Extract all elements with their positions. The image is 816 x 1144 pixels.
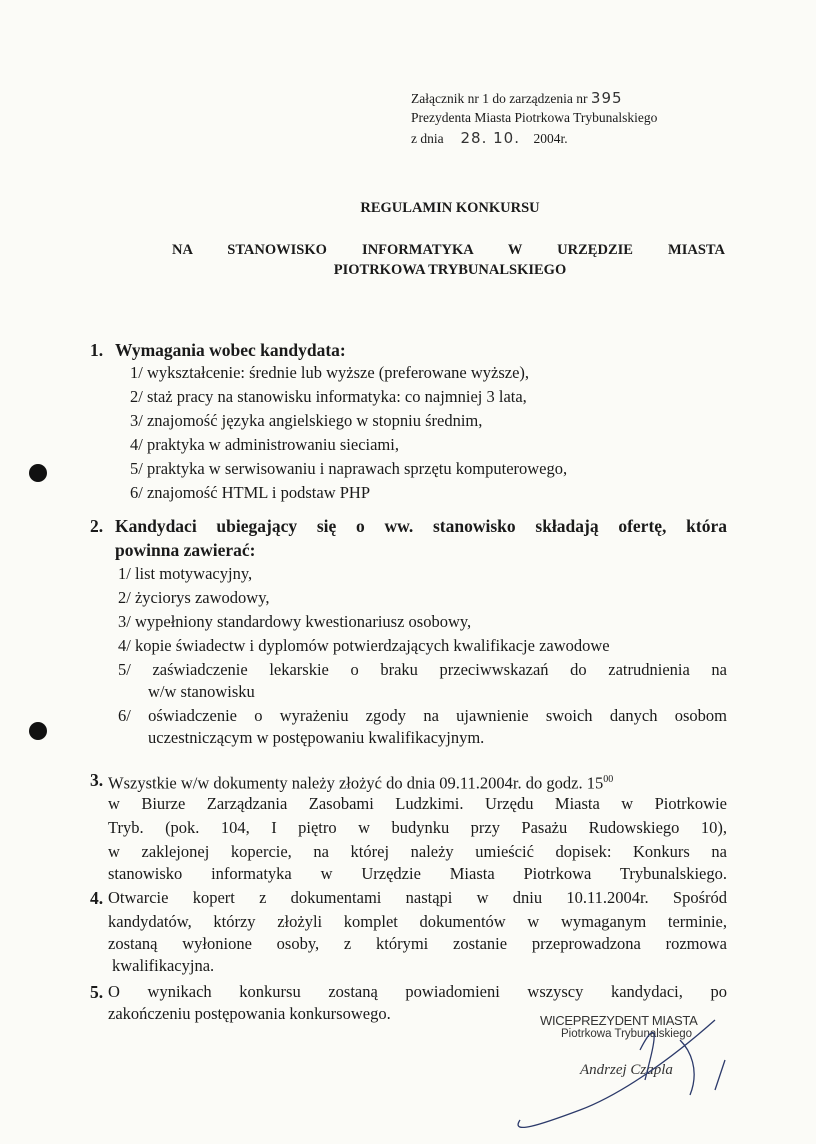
punch-hole bbox=[29, 722, 47, 740]
section-number: 5. bbox=[90, 982, 104, 1002]
header-line: Prezydenta Miasta Piotrkowa Trybunalskiego bbox=[411, 110, 658, 125]
list-item: 5/ praktyka w serwisowaniu i naprawach sprzętu komputerowego, bbox=[130, 459, 568, 478]
handwritten-date: 28. 10. bbox=[460, 129, 520, 147]
stamp-name: Andrzej Czapla bbox=[580, 1062, 673, 1078]
section-heading: powinna zawierać: bbox=[115, 540, 256, 560]
title-line: REGULAMIN KONKURSU bbox=[360, 200, 540, 216]
paragraph-line: w zaklejonej kopercie, na której należy umieścić dopisek: Konkurs na bbox=[108, 842, 727, 861]
list-item: 6/ znajomość HTML i podstaw PHP bbox=[130, 483, 370, 502]
list-item: 3/ znajomość języka angielskiego w stopniu średnim, bbox=[130, 411, 483, 430]
list-item: 3/ wypełniony standardowy kwestionariusz osobowy, bbox=[118, 612, 472, 631]
paragraph-line: zakończeniu postępowania konkursowego. bbox=[108, 1004, 391, 1023]
paragraph-line: kwalifikacyjna. bbox=[112, 956, 215, 975]
section-number: 4. bbox=[90, 888, 104, 908]
list-item: 1/ list motywacyjny, bbox=[118, 564, 253, 583]
list-item: 4/ kopie świadectw i dyplomów potwierdzających kwalifikacje zawodowe bbox=[118, 636, 610, 655]
title-line: NA STANOWISKO INFORMATYKA W URZĘDZIE MIASTA bbox=[172, 242, 725, 258]
section-heading: Kandydaci ubiegający się o ww. stanowisko składają ofertę, która bbox=[115, 516, 727, 536]
section-number: 3. bbox=[90, 770, 104, 790]
paragraph-line: zostaną wyłonione osoby, z którymi zostanie przeprowadzona rozmowa bbox=[108, 934, 727, 953]
header-year: 2004r. bbox=[533, 131, 568, 146]
punch-hole bbox=[29, 464, 47, 482]
section-number: 1. bbox=[90, 340, 104, 360]
paragraph-line: Wszystkie w/w dokumenty należy złożyć do dnia 09.11.2004r. do godz. 15 bbox=[108, 773, 604, 793]
list-item: 2/ staż pracy na stanowisku informatyka: co najmniej 3 lata, bbox=[130, 387, 527, 406]
list-item: 2/ życiorys zawodowy, bbox=[118, 588, 270, 607]
handwritten-number: 395 bbox=[590, 89, 623, 107]
stamp-title: WICEPREZYDENT MIASTA bbox=[540, 1013, 698, 1028]
list-item: 5/ zaświadczenie lekarskie o braku przeciwwskazań do zatrudnienia na bbox=[118, 660, 727, 679]
paragraph-line: w Biurze Zarządzania Zasobami Ludzkimi. Urzędu Miasta w Piotrkowie bbox=[108, 794, 727, 813]
list-item: 6/ oświadczenie o wyrażeniu zgody na ujawnienie swoich danych osobom bbox=[118, 706, 727, 725]
header-line: Załącznik nr 1 do zarządzenia nr bbox=[411, 91, 588, 106]
list-item: 4/ praktyka w administrowaniu sieciami, bbox=[130, 435, 399, 454]
paragraph-line: Otwarcie kopert z dokumentami nastąpi w dniu 10.11.2004r. Spośród bbox=[108, 888, 727, 907]
section-number: 2. bbox=[90, 516, 104, 536]
paragraph-line: O wynikach konkursu zostaną powiadomieni wszyscy kandydaci, po bbox=[108, 982, 727, 1001]
handwritten-signature bbox=[500, 1000, 740, 1140]
paragraph-line: kandydatów, którzy złożyli komplet dokumentów w wymaganym terminie, bbox=[108, 912, 727, 931]
title-line: PIOTRKOWA TRYBUNALSKIEGO bbox=[333, 262, 567, 278]
time-superscript: 00 bbox=[603, 774, 614, 785]
list-item: w/w stanowisku bbox=[148, 682, 255, 701]
stamp-city: Piotrkowa Trybunalskiego bbox=[561, 1028, 693, 1040]
section-heading: Wymagania wobec kandydata: bbox=[115, 340, 346, 360]
paragraph-line: Tryb. (pok. 104, I piętro w budynku przy Pasażu Rudowskiego 10), bbox=[108, 818, 727, 837]
list-item: uczestniczącym w postępowaniu kwalifikacyjnym. bbox=[148, 728, 485, 747]
paragraph-line: stanowisko informatyka w Urzędzie Miasta Piotrkowa Trybunalskiego. bbox=[108, 864, 727, 883]
header-line: z dnia bbox=[411, 131, 444, 146]
list-item: 1/ wykształcenie: średnie lub wyższe (preferowane wyższe), bbox=[130, 363, 530, 382]
